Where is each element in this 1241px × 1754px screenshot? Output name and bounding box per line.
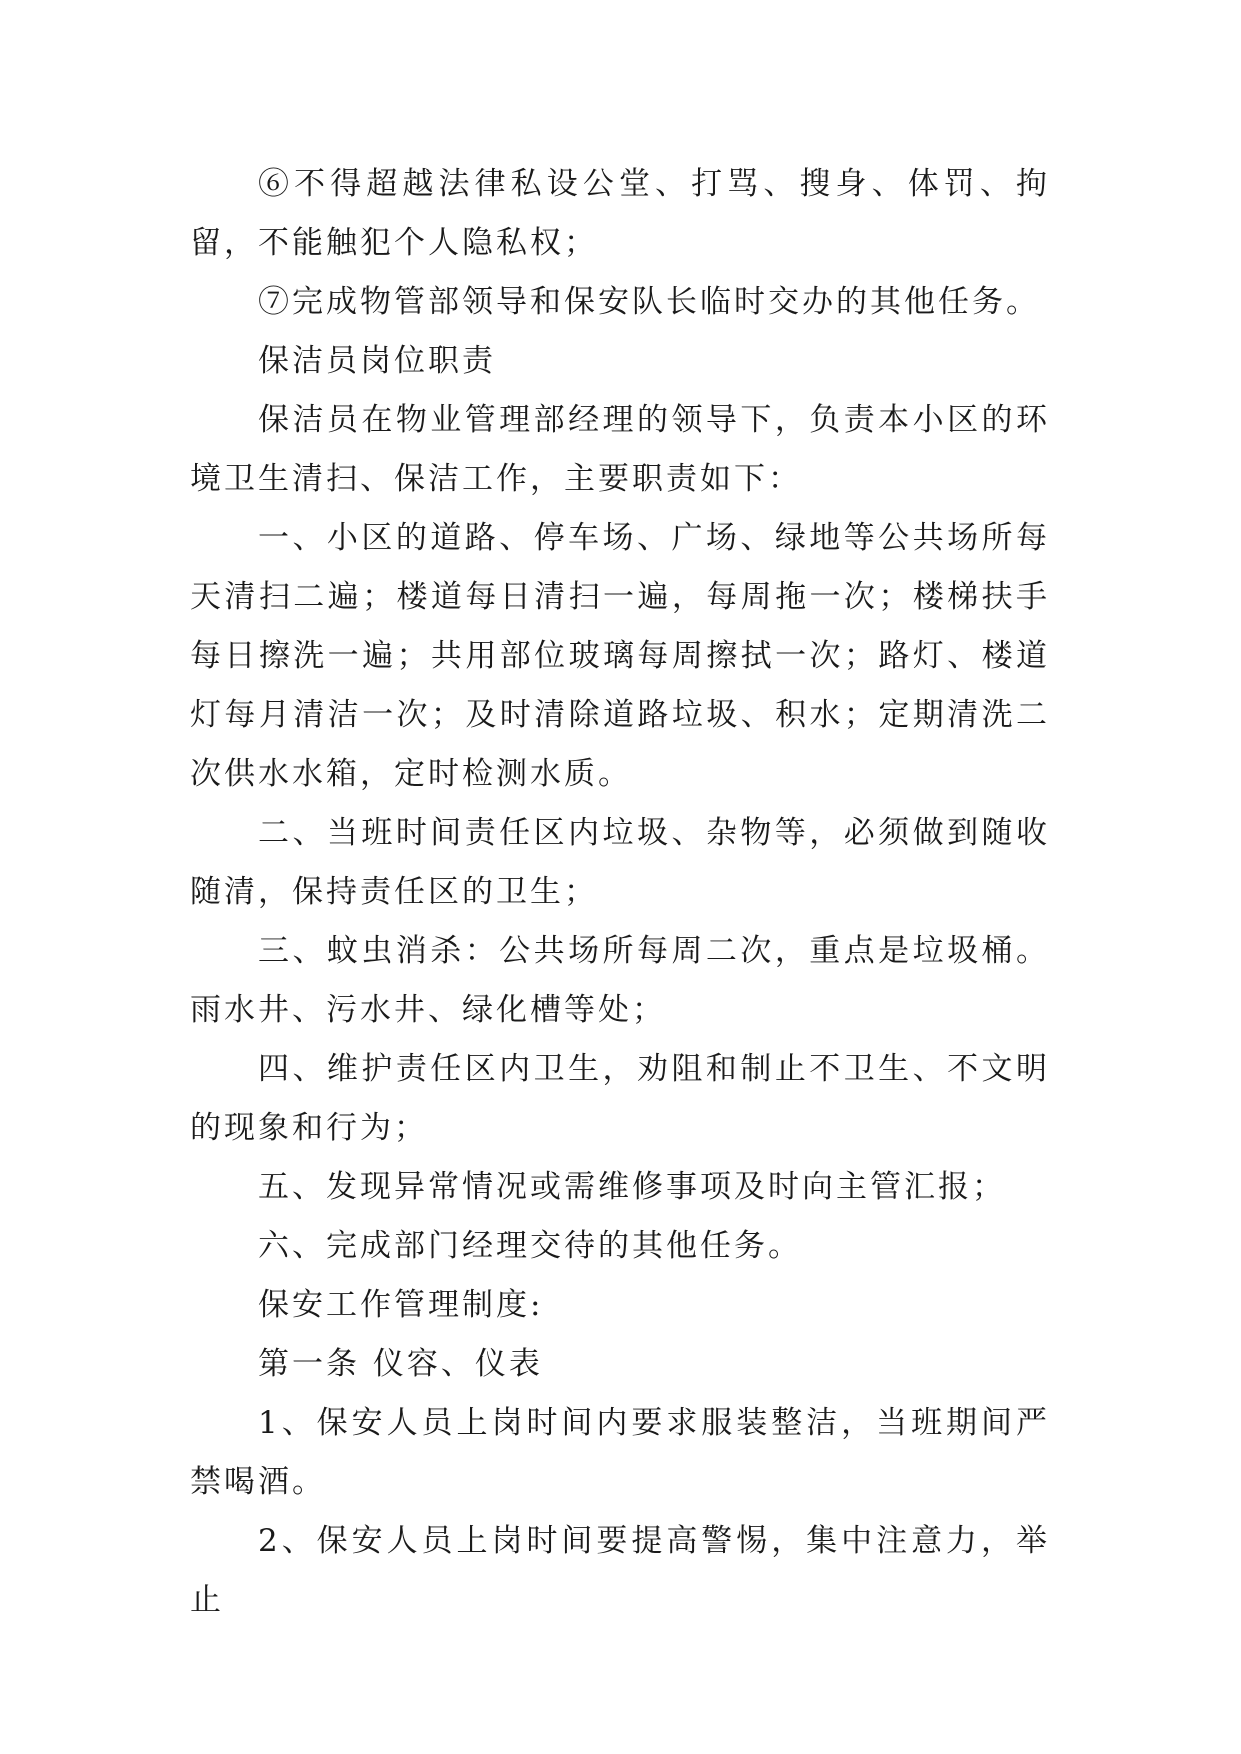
paragraph-cleaner-item-1: 一、小区的道路、停车场、广场、绿地等公共场所每天清扫二遍；楼道每日清扫一遍，每周拖一次；楼梯扶手每日擦洗一遍；共用部位玻璃每周擦拭一次；路灯、楼道灯每月清洁一次；及时清除道路垃圾、积水；定期清洗二次供水水箱，定时检测水质。 [190,520,1050,792]
document-body [190,155,1050,1630]
paragraph-cleaner-item-4: 四、维护责任区内卫生，劝阻和制止不卫生、不文明的现象和行为； [190,1051,1050,1146]
paragraph-cleaner-item-3: 三、蚊虫消杀：公共场所每周二次，重点是垃圾桶。雨水井、污水井、绿化槽等处； [190,933,1050,1028]
paragraph-cleaner-item-2: 二、当班时间责任区内垃圾、杂物等，必须做到随收随清，保持责任区的卫生； [190,815,1050,910]
section-heading-cleaner-duties: 保洁员岗位职责 [258,343,496,379]
paragraph-rule-6: ⑥不得超越法律私设公堂、打骂、搜身、体罚、拘留，不能触犯个人隐私权； [190,166,1050,261]
paragraph-security-item-2: 2、保安人员上岗时间要提高警惕，集中注意力，举止 [190,1523,1050,1618]
paragraph-cleaner-item-6: 六、完成部门经理交待的其他任务。 [258,1228,802,1264]
section-heading-security-rules: 保安工作管理制度: [258,1287,544,1323]
paragraph-cleaner-intro: 保洁员在物业管理部经理的领导下，负责本小区的环境卫生清扫、保洁工作，主要职责如下： [190,402,1050,497]
paragraph-security-item-1: 1、保安人员上岗时间内要求服装整洁，当班期间严禁喝酒。 [190,1405,1050,1500]
paragraph-rule-7: ⑦完成物管部领导和保安队长临时交办的其他任务。 [258,284,1040,320]
article-heading-1: 第一条 仪容、仪表 [258,1346,543,1382]
paragraph-cleaner-item-5: 五、发现异常情况或需维修事项及时向主管汇报； [258,1169,1006,1205]
